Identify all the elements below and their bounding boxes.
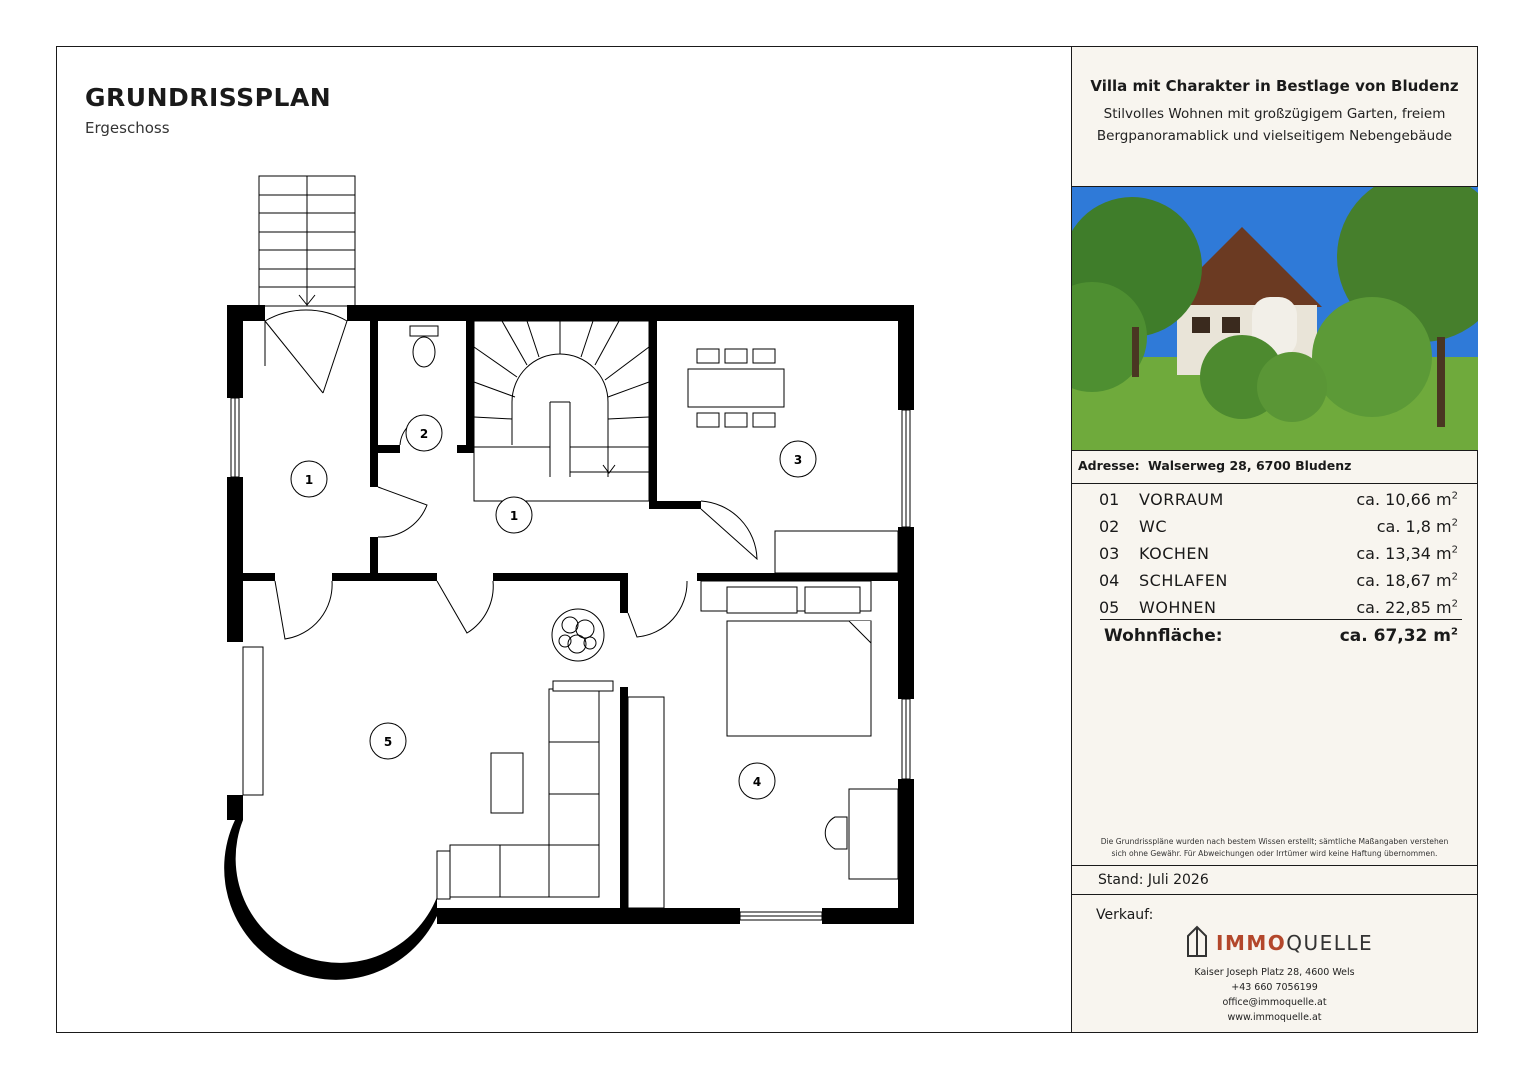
logo-quelle: QUELLE (1286, 931, 1374, 955)
plan-sheet (56, 46, 1478, 1033)
room-size: ca. 13,34 $m^2$ (1356, 544, 1458, 563)
room-name: WC (1139, 517, 1167, 536)
kitchen-counter (775, 531, 898, 573)
room-number: 02 (1099, 517, 1120, 536)
room-name: KOCHEN (1139, 544, 1210, 563)
property-address (1078, 458, 1355, 473)
logo-wordmark (1216, 931, 1373, 955)
room-number: 05 (1099, 598, 1120, 617)
room-number: 01 (1099, 490, 1120, 509)
floorplan-drawing (57, 47, 1071, 1034)
disclaimer-line1: Die Grundrisspläne wurden nach bestem Wissen erstellt; sämtliche Maßangaben verstehen (1100, 837, 1449, 846)
total-living-area (1100, 619, 1462, 650)
room-marker-3: 3 (793, 453, 803, 467)
stand-date (1072, 865, 1478, 895)
logo-immo: IMMO (1216, 931, 1287, 955)
contact-info (1072, 965, 1477, 1025)
address-value: Walserweg 28, 6700 Bludenz (1147, 458, 1352, 473)
total-value: ca. 67,32 $m^2$ (1339, 626, 1458, 646)
room-row (1072, 511, 1478, 538)
dining-table (688, 349, 784, 427)
wardrobe (628, 697, 664, 908)
room-size: ca. 22,85 $m^2$ (1356, 598, 1458, 617)
room-number: 03 (1099, 544, 1120, 563)
exterior-stairs (259, 176, 355, 306)
plan-subtitle: Ergeschoss (85, 119, 170, 137)
disclaimer (1080, 836, 1469, 860)
plan-title: GRUNDRISSPLAN (85, 83, 332, 112)
company-address: Kaiser Joseph Platz 28, 4600 Wels (1194, 967, 1355, 978)
living-furniture (243, 609, 613, 899)
room-row (1072, 565, 1478, 592)
sales-label: Verkauf: (1096, 907, 1154, 923)
property-title: Villa mit Charakter in Bestlage von Bludenz (1090, 77, 1459, 95)
room-row (1072, 484, 1478, 511)
room-marker-2: 2 (419, 427, 429, 441)
company-logo (1184, 924, 1384, 958)
room-size: ca. 18,67 $m^2$ (1356, 571, 1458, 590)
double-bed (701, 581, 871, 736)
room-marker-5: 5 (383, 735, 393, 749)
desk (825, 789, 898, 879)
property-subtitle-line2: Bergpanoramablick und vielseitigem Nebengebäude (1096, 128, 1453, 144)
property-subtitle-line1: Stilvolles Wohnen mit großzügigem Garten, freiem (1103, 106, 1446, 122)
info-panel (1071, 47, 1477, 1032)
address-label: Adresse: (1078, 458, 1140, 473)
room-marker-4: 4 (752, 775, 762, 789)
total-label: Wohnfläche: (1104, 626, 1223, 646)
disclaimer-line2: sich ohne Gewähr. Für Abweichungen oder Irrtümer wird keine Haftung übernommen. (1111, 849, 1438, 858)
company-email: office@immoquelle.at (1222, 997, 1327, 1008)
company-website: www.immoquelle.at (1227, 1012, 1322, 1023)
house-logo-icon (1184, 924, 1210, 958)
bay-window-wall (224, 820, 437, 980)
room-name: VORRAUM (1139, 490, 1224, 509)
room-size: ca. 1,8 $m^2$ (1376, 517, 1458, 536)
room-name: WOHNEN (1139, 598, 1217, 617)
house-photo-illustration (1072, 187, 1478, 451)
interior-staircase (474, 321, 649, 501)
property-subtitle (1082, 103, 1467, 147)
room-row (1072, 538, 1478, 565)
company-phone: +43 660 7056199 (1231, 982, 1318, 993)
toilet-fixture (410, 326, 438, 367)
room-row (1072, 592, 1478, 619)
room-size: ca. 10,66 $m^2$ (1356, 490, 1458, 509)
room-area-table (1072, 483, 1478, 650)
room-marker-1-left: 1 (304, 473, 314, 487)
stand-text: Stand: Juli 2026 (1098, 872, 1209, 888)
room-name: SCHLAFEN (1139, 571, 1228, 590)
floorplan-pane (57, 47, 1071, 1032)
room-number: 04 (1099, 571, 1120, 590)
property-photo (1072, 186, 1478, 451)
room-marker-1-hall: 1 (509, 509, 519, 523)
